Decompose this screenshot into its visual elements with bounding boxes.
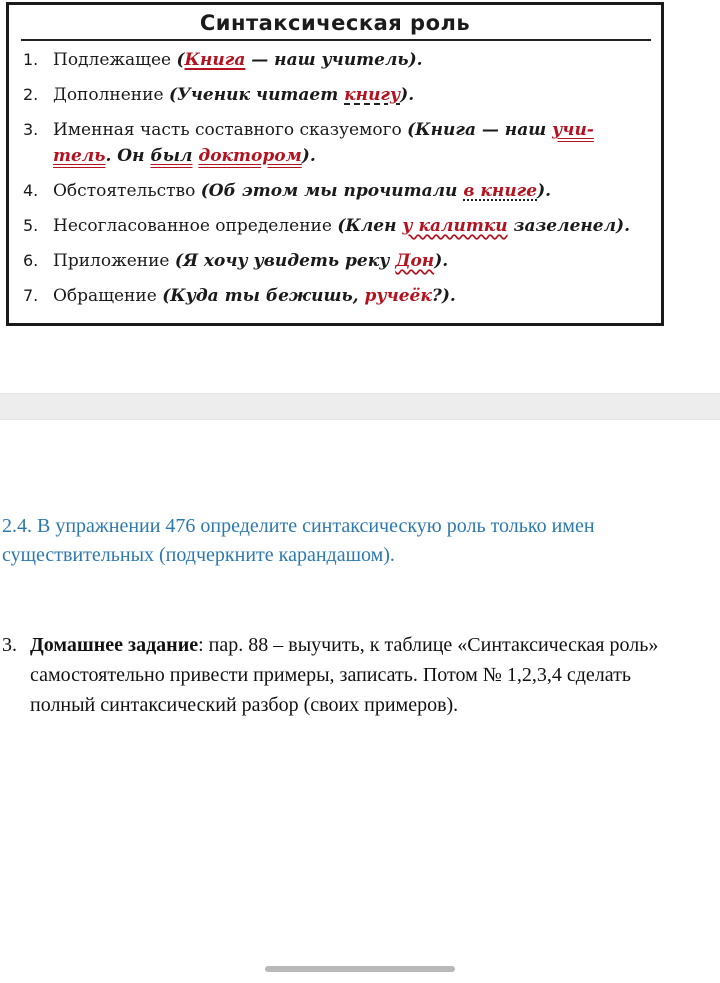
example-highlight: тель — [53, 146, 106, 166]
row-text — [53, 213, 653, 239]
row-example — [162, 286, 456, 306]
homework-text — [2, 630, 720, 720]
homework-line-rest: : пар. 88 – выучить, к таблице «Синтаксическая роль» — [198, 634, 659, 656]
example-part: (Об этом мы прочитали — [200, 181, 464, 201]
section-separator — [0, 393, 720, 420]
example-part: ). — [301, 146, 316, 166]
row-label: Обстоятельство — [53, 181, 201, 201]
row-example — [177, 50, 423, 70]
example-part: (Клен — [337, 216, 403, 236]
example-part: ). — [434, 251, 449, 271]
example-highlight: в книге — [463, 181, 538, 201]
row-text — [53, 248, 653, 274]
example-highlight: доктором — [198, 146, 302, 166]
title-divider — [21, 39, 651, 41]
example-highlight: Книга — [184, 50, 246, 70]
example-highlight: Дон — [395, 251, 435, 271]
row-text — [53, 178, 653, 204]
homework-line — [2, 630, 720, 660]
example-underlined: был — [150, 146, 193, 166]
row-label: Дополнение — [53, 85, 169, 105]
example-part: (Я хочу увидеть реку — [174, 251, 396, 271]
table-row — [23, 213, 653, 239]
home-indicator[interactable] — [265, 966, 455, 972]
example-highlight: книгу — [344, 85, 401, 105]
example-part: ( — [176, 50, 185, 70]
row-example — [169, 85, 414, 105]
task-line: 2.4. В упражнении 476 определите синтаксическую роль только имен — [2, 515, 595, 537]
table-row — [23, 248, 653, 274]
example-part: — наш учитель). — [245, 50, 423, 70]
row-example — [175, 251, 448, 271]
task-line: существительных (подчеркните карандашом). — [2, 544, 395, 566]
row-text — [53, 117, 653, 169]
row-example — [201, 181, 551, 201]
table-row — [23, 178, 653, 204]
row-label: Подлежащее — [53, 50, 177, 70]
example-part: зазеленел). — [507, 216, 630, 236]
table-rows — [23, 47, 653, 309]
table-title: Синтаксическая роль — [199, 11, 471, 35]
example-highlight: у калитки — [402, 216, 508, 236]
example-part: ). — [400, 85, 415, 105]
row-example — [337, 216, 630, 236]
row-number: 6. — [23, 251, 39, 270]
table-row — [23, 82, 653, 108]
row-number: 4. — [23, 181, 39, 200]
row-number: 5. — [23, 216, 39, 235]
table-row — [23, 47, 653, 73]
row-number: 7. — [23, 286, 39, 305]
example-highlight: учи- — [552, 120, 594, 140]
row-text — [53, 47, 653, 73]
example-part: ?). — [431, 286, 456, 306]
example-part: (Куда ты бежишь, — [162, 286, 365, 306]
example-part: (Ученик читает — [168, 85, 345, 105]
example-part: ). — [537, 181, 552, 201]
row-number: 2. — [23, 85, 39, 104]
row-number: 1. — [23, 50, 39, 69]
row-text — [53, 82, 653, 108]
homework-line: самостоятельно привести примеры, записать. Потом № 1,2,3,4 сделать — [30, 664, 631, 686]
syntax-role-table — [6, 2, 664, 326]
row-label: Несогласованное определение — [53, 216, 338, 236]
row-label: Именная часть составного сказуемого — [53, 120, 408, 140]
example-part: . Он — [105, 146, 151, 166]
table-row — [23, 283, 653, 309]
homework-number: 3. — [2, 634, 17, 656]
homework-label: Домашнее задание — [30, 634, 199, 656]
row-text — [53, 283, 653, 309]
row-label: Приложение — [53, 251, 175, 271]
table-row — [23, 117, 653, 169]
homework-line: полный синтаксический разбор (своих примеров). — [30, 694, 459, 716]
row-number: 3. — [23, 120, 39, 139]
example-part: (Книга — наш — [407, 120, 553, 140]
task-text — [2, 512, 720, 570]
row-label: Обращение — [53, 286, 163, 306]
example-highlight: ручеёк — [364, 286, 432, 306]
